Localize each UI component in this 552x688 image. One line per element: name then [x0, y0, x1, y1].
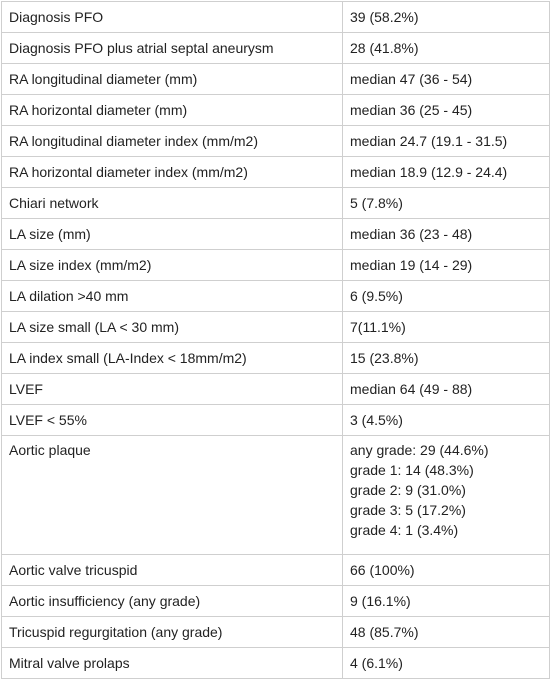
row-value: 66 (100%): [343, 555, 550, 586]
row-label: RA horizontal diameter (mm): [2, 95, 343, 126]
row-value: 7(11.1%): [343, 312, 550, 343]
row-label: Mitral valve prolaps: [2, 648, 343, 679]
value-line: grade 1: 14 (48.3%): [350, 462, 474, 478]
table-row: [2, 648, 550, 679]
row-value: 3 (4.5%): [343, 405, 550, 436]
row-value: median 36 (25 - 45): [343, 95, 550, 126]
row-label: Aortic plaque: [2, 436, 343, 555]
table-row: [2, 157, 550, 188]
row-label: Diagnosis PFO: [2, 2, 343, 33]
table-row: [2, 312, 550, 343]
table-row: [2, 64, 550, 95]
value-line: grade 4: 1 (3.4%): [350, 522, 459, 538]
row-label: LVEF < 55%: [2, 405, 343, 436]
row-label: RA horizontal diameter index (mm/m2): [2, 157, 343, 188]
row-value: median 64 (49 - 88): [343, 374, 550, 405]
row-value: 5 (7.8%): [343, 188, 550, 219]
row-value: 48 (85.7%): [343, 617, 550, 648]
row-value-list: [343, 436, 550, 555]
value-line: any grade: 29 (44.6%): [350, 442, 489, 458]
row-value: median 36 (23 - 48): [343, 219, 550, 250]
value-line: grade 3: 5 (17.2%): [350, 502, 466, 518]
row-value: 6 (9.5%): [343, 281, 550, 312]
table-row: [2, 405, 550, 436]
value-line: grade 2: 9 (31.0%): [350, 482, 466, 498]
row-value: median 47 (36 - 54): [343, 64, 550, 95]
table-row: [2, 95, 550, 126]
row-value: median 24.7 (19.1 - 31.5): [343, 126, 550, 157]
row-label: LA index small (LA-Index < 18mm/m2): [2, 343, 343, 374]
table-row: [2, 555, 550, 586]
table-row: [2, 33, 550, 64]
row-value: 4 (6.1%): [343, 648, 550, 679]
row-value: 28 (41.8%): [343, 33, 550, 64]
row-value: 15 (23.8%): [343, 343, 550, 374]
row-label: Aortic insufficiency (any grade): [2, 586, 343, 617]
row-label: LA size index (mm/m2): [2, 250, 343, 281]
row-label: Aortic valve tricuspid: [2, 555, 343, 586]
table-row: [2, 617, 550, 648]
table-row: [2, 374, 550, 405]
row-label: LVEF: [2, 374, 343, 405]
table-row: [2, 250, 550, 281]
row-label: Tricuspid regurgitation (any grade): [2, 617, 343, 648]
row-label: Diagnosis PFO plus atrial septal aneurysm: [2, 33, 343, 64]
table-row: [2, 219, 550, 250]
table-row: [2, 343, 550, 374]
row-value: median 19 (14 - 29): [343, 250, 550, 281]
row-label: LA size (mm): [2, 219, 343, 250]
row-label: LA size small (LA < 30 mm): [2, 312, 343, 343]
row-label: LA dilation >40 mm: [2, 281, 343, 312]
data-table: [1, 1, 550, 679]
table-row-aortic-plaque: [2, 436, 550, 555]
row-value: 39 (58.2%): [343, 2, 550, 33]
row-label: RA longitudinal diameter index (mm/m2): [2, 126, 343, 157]
table-row: [2, 126, 550, 157]
row-label: Chiari network: [2, 188, 343, 219]
row-value: median 18.9 (12.9 - 24.4): [343, 157, 550, 188]
table-row: [2, 188, 550, 219]
table-row: [2, 281, 550, 312]
row-value: 9 (16.1%): [343, 586, 550, 617]
table-row: [2, 586, 550, 617]
row-label: RA longitudinal diameter (mm): [2, 64, 343, 95]
table-row: [2, 2, 550, 33]
